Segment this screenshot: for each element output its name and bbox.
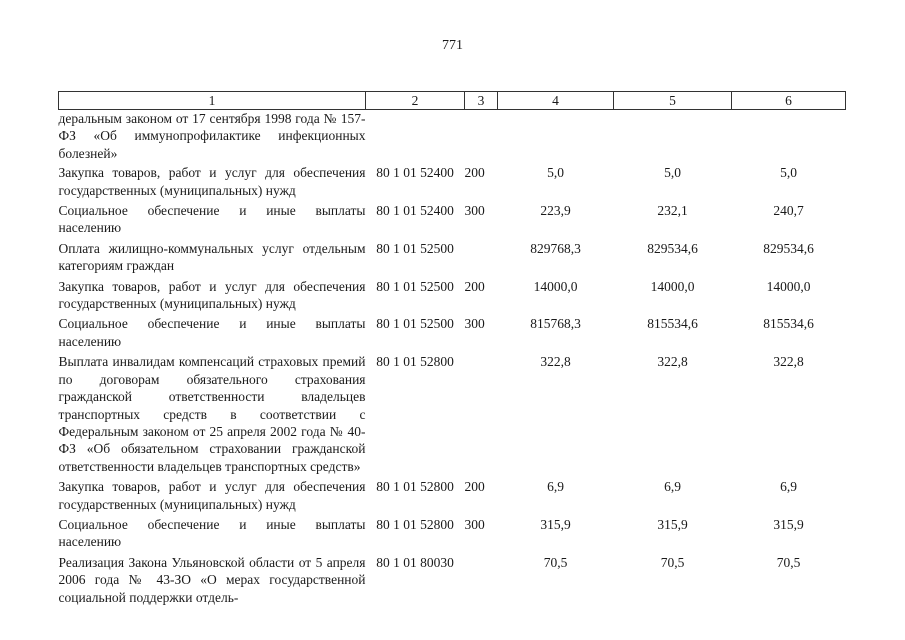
row-expense-type: 200 [464,479,485,495]
row-value-year-2: 232,1 [657,203,688,219]
row-description: Закупка товаров, работ и услуг для обеспечения государственных (муниципальных) нужд [58,278,366,312]
row-expense-type [465,240,498,278]
row-expense-type: 300 [464,516,485,532]
row-description: деральным законом от 17 сентября 1998 года № 157-ФЗ «Об иммунопрофилактике инфекционных болезней» [58,111,366,161]
row-expense-type [465,554,498,606]
row-description: Закупка товаров, работ и услуг для обеспечения государственных (муниципальных) нужд [58,165,366,198]
row-value-year-3: 70,5 [776,554,801,570]
row-value-year-1: 815768,3 [530,316,581,332]
row-value-year-1: 315,9 [540,516,571,532]
row-value-year-2: 70,5 [660,554,685,570]
row-value-year-3: 322,8 [773,354,804,370]
row-value-year-1: 70,5 [543,554,568,570]
table-row [59,110,846,165]
row-expense-type: 300 [464,316,485,332]
row-budget-code: 80 1 01 52500 [376,316,454,332]
column-header-2: 2 [366,92,465,110]
table-body [59,110,846,606]
row-expense-type [465,353,498,478]
row-budget-code: 80 1 01 52800 [376,354,454,370]
row-value-year-1: 322,8 [540,354,571,370]
row-value-year-3: 5,0 [780,165,797,181]
row-budget-code: 80 1 01 52800 [376,479,454,495]
table-row [59,164,846,202]
row-value-year-3 [732,110,846,165]
row-value-year-1: 6,9 [547,479,564,495]
table-header-row [59,92,846,110]
row-budget-code [366,110,465,165]
row-value-year-1: 829768,3 [530,240,581,256]
budget-table [58,91,846,606]
row-value-year-1: 5,0 [547,165,564,181]
row-budget-code: 80 1 01 52400 [376,165,454,181]
column-header-6: 6 [732,92,846,110]
row-value-year-3: 240,7 [773,203,804,219]
table-row [59,554,846,606]
row-expense-type: 300 [464,203,485,219]
row-description: Реализация Закона Ульяновской области от 5 апреля 2006 года № 43-ЗО «О мерах государственной социальной поддержки отдель- [58,554,366,605]
row-value-year-2 [614,110,732,165]
row-description: Социальное обеспечение и иные выплаты населению [58,203,366,236]
table-row [59,278,846,316]
table-row [59,478,846,516]
column-header-4: 4 [498,92,614,110]
row-value-year-1: 14000,0 [533,278,578,294]
row-value-year-1: 223,9 [540,203,571,219]
table-row [59,516,846,554]
table-row [59,240,846,278]
row-budget-code: 80 1 01 52400 [376,203,454,219]
row-budget-code: 80 1 01 52500 [376,278,454,294]
row-value-year-2: 829534,6 [647,240,698,256]
row-description: Оплата жилищно-коммунальных услуг отдельным категориям граждан [58,240,366,274]
column-header-1: 1 [59,92,366,110]
row-value-year-2: 322,8 [657,354,688,370]
row-value-year-2: 6,9 [664,479,681,495]
column-header-3: 3 [465,92,498,110]
column-header-5: 5 [614,92,732,110]
row-budget-code: 80 1 01 52500 [376,240,454,256]
row-value-year-3: 14000,0 [766,278,811,294]
row-expense-type [465,110,498,165]
row-value-year-2: 815534,6 [647,316,698,332]
row-value-year-3: 815534,6 [763,316,814,332]
row-value-year-2: 5,0 [664,165,681,181]
table-row [59,315,846,353]
row-value-year-3: 829534,6 [763,240,814,256]
row-value-year-1 [498,110,614,165]
row-description: Выплата инвалидам компенсаций страховых премий по договорам обязательного страхования гражданской ответственности владельцев транспортных средств в соответствии с Федеральным законом от 25 апреля 2002 года № 40-ФЗ «Об обязательном страховании гражданской ответственности владельцев транспортных средств» [58,354,366,474]
row-budget-code: 80 1 01 80030 [376,554,454,570]
row-value-year-2: 14000,0 [650,278,695,294]
row-value-year-2: 315,9 [657,516,688,532]
row-description: Социальное обеспечение и иные выплаты населению [58,316,366,349]
row-value-year-3: 6,9 [780,479,797,495]
row-expense-type: 200 [464,278,485,294]
table-row [59,353,846,478]
page-number: 771 [442,38,463,53]
row-expense-type: 200 [464,165,485,181]
row-description: Социальное обеспечение и иные выплаты населению [58,516,366,550]
row-value-year-3: 315,9 [773,516,804,532]
table-row [59,202,846,240]
row-description: Закупка товаров, работ и услуг для обеспечения государственных (муниципальных) нужд [58,479,366,512]
row-budget-code: 80 1 01 52800 [376,516,454,532]
